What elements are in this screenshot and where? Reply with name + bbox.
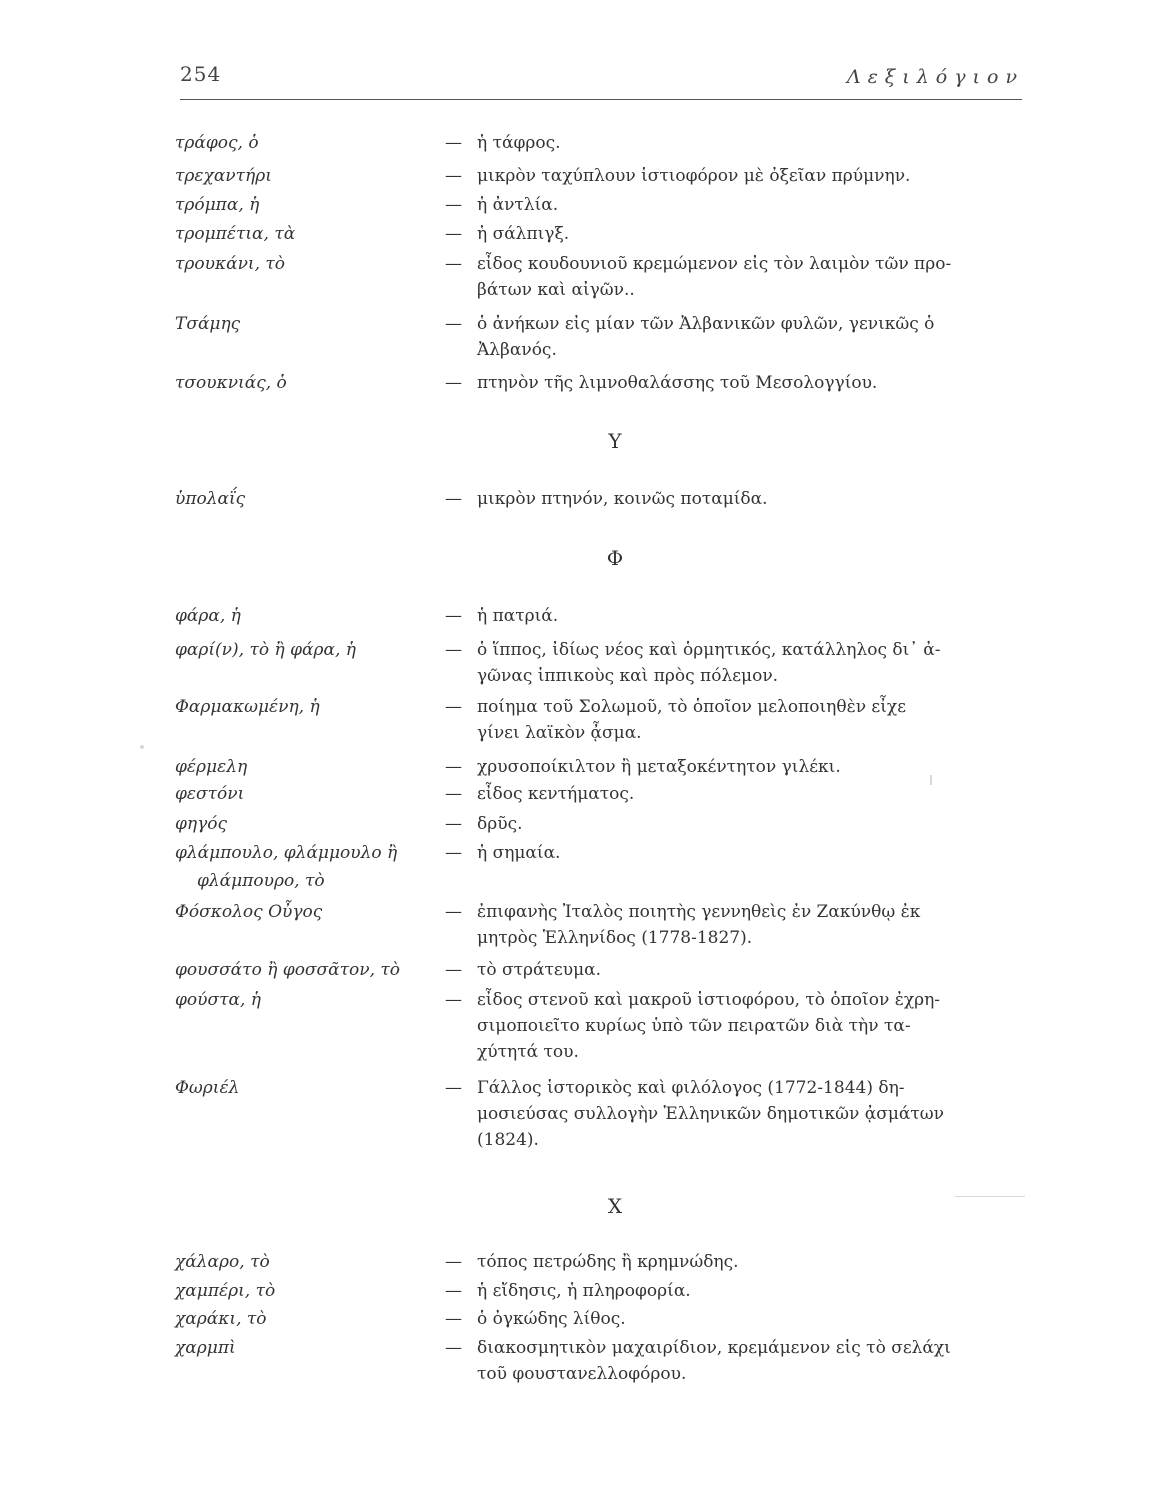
dash: — — [445, 640, 462, 660]
entry-definition — [445, 1075, 1025, 1153]
dash: — — [445, 133, 462, 153]
entry-term: τρόμπα, ἡ — [175, 195, 260, 215]
section-letter-chi: Χ — [607, 1194, 623, 1218]
definition-text: μικρὸν ταχύπλουν ἱστιοφόρον μὲ ὀξεῖαν πρύμνην. — [477, 166, 911, 186]
definition-text: ὁ ὀγκώδης λίθος. — [477, 1309, 626, 1329]
definition-continuation: χύτητά του. — [477, 1042, 579, 1062]
dash: — — [445, 843, 462, 863]
dash: — — [445, 784, 462, 804]
dash: — — [445, 606, 462, 626]
entry-definition — [445, 811, 1025, 837]
definition-continuation: Ἀλβανός. — [477, 340, 557, 360]
dash: — — [445, 254, 462, 274]
entry-term: φηγός — [175, 814, 228, 834]
entry-term: φλάμπουλο, φλάμμουλο ἢ — [175, 843, 398, 863]
entry-term: χάλαρο, τὸ — [175, 1252, 270, 1272]
entry-definition — [445, 192, 1025, 218]
entry-definition — [445, 251, 1025, 303]
entry-definition — [445, 987, 1025, 1065]
dash: — — [445, 990, 462, 1010]
entry-definition — [445, 694, 1025, 746]
entry-definition — [445, 370, 1025, 396]
scan-line — [955, 1196, 1025, 1197]
dash: — — [445, 224, 462, 244]
definition-continuation: σιμοποιεῖτο κυρίως ὑπὸ τῶν πειρατῶν διὰ τὴν τα- — [477, 1016, 911, 1036]
entry-definition — [445, 130, 1025, 156]
entry-term: Φαρμακωμένη, ἡ — [175, 697, 320, 717]
entry-term: τρομπέτια, τὰ — [175, 224, 296, 244]
definition-continuation: βάτων καὶ αἰγῶν.. — [477, 280, 635, 300]
entry-term: τράφος, ὁ — [175, 133, 259, 153]
definition-text: ἡ ἀντλία. — [477, 195, 559, 215]
entry-term: φούστα, ἡ — [175, 990, 261, 1010]
entry-definition — [445, 1278, 1025, 1304]
entry-term: τσουκνιάς, ὁ — [175, 373, 287, 393]
entry-definition — [445, 957, 1025, 983]
definition-text: τὸ στράτευμα. — [477, 960, 602, 980]
definition-text: τόπος πετρώδης ἢ κρημνώδης. — [477, 1252, 739, 1272]
definition-text: ἡ πατριά. — [477, 606, 559, 626]
entry-definition — [445, 603, 1025, 629]
entry-term: φέρμελη — [175, 757, 248, 777]
dash: — — [445, 1078, 462, 1098]
dash: — — [445, 195, 462, 215]
entry-term: Φόσκολος Οὖγος — [175, 902, 323, 922]
dash: — — [445, 1252, 462, 1272]
entry-definition — [445, 840, 1025, 866]
definition-continuation: μοσιεύσας συλλογὴν Ἑλληνικῶν δημοτικῶν ᾀσμάτων — [477, 1104, 944, 1124]
dash: — — [445, 814, 462, 834]
definition-text: ἐπιφανὴς Ἰταλὸς ποιητὴς γεννηθεὶς ἐν Ζακύνθῳ ἐκ — [477, 902, 921, 922]
dash: — — [445, 489, 462, 509]
dash: — — [445, 1338, 462, 1358]
definition-text: χρυσοποίκιλτον ἢ μεταξοκέντητον γιλέκι. — [477, 757, 841, 777]
entry-term: τρουκάνι, τὸ — [175, 254, 286, 274]
definition-text: εἶδος στενοῦ καὶ μακροῦ ἱστιοφόρου, τὸ ὁποῖον ἐχρη- — [477, 990, 941, 1010]
entry-definition — [445, 899, 1025, 951]
entry-term: Τσάμης — [175, 314, 241, 334]
definition-text: ποίημα τοῦ Σολωμοῦ, τὸ ὁποῖον μελοποιηθὲν εἶχε — [477, 697, 907, 717]
definition-text: Γάλλος ἱστορικὸς καὶ φιλόλογος (1772-1844) δη- — [477, 1078, 905, 1098]
entry-term: φαρί(ν), τὸ ἢ φάρα, ἡ — [175, 640, 356, 660]
definition-continuation: μητρὸς Ἑλληνίδος (1778-1827). — [477, 928, 753, 948]
definition-text: πτηνὸν τῆς λιμνοθαλάσσης τοῦ Μεσολογγίου. — [477, 373, 878, 393]
entry-term: φάρα, ἡ — [175, 606, 241, 626]
entry-term: Φωριέλ — [175, 1078, 240, 1098]
definition-text: διακοσμητικὸν μαχαιρίδιον, κρεμάμενον εἰς τὸ σελάχι — [477, 1338, 951, 1358]
entry-term: τρεχαντήρι — [175, 166, 272, 186]
entry-definition — [445, 221, 1025, 247]
definition-text: ἡ σημαία. — [477, 843, 561, 863]
dash: — — [445, 757, 462, 777]
dash: — — [445, 1309, 462, 1329]
definition-text: ὁ ἀνήκων εἰς μίαν τῶν Ἀλβανικῶν φυλῶν, γενικῶς ὁ — [477, 314, 935, 334]
entry-term: φουσσάτο ἢ φοσσᾶτον, τὸ — [175, 960, 401, 980]
definition-text: ἡ εἴδησις, ἡ πληροφορία. — [477, 1281, 691, 1301]
section-letter-upsilon: Υ — [608, 429, 622, 453]
entry-definition — [445, 163, 1025, 189]
header-rule — [180, 99, 1022, 100]
definition-text: ὁ ἵππος, ἰδίως νέος καὶ ὁρμητικός, κατάλληλος δι᾿ ἀ- — [477, 640, 941, 660]
scan-speck — [140, 745, 144, 749]
entry-definition — [445, 637, 1025, 689]
definition-text: ἡ σάλπιγξ. — [477, 224, 570, 244]
page-number: 254 — [180, 62, 222, 86]
dash: — — [445, 373, 462, 393]
dash: — — [445, 697, 462, 717]
definition-text: ἡ τάφρος. — [477, 133, 561, 153]
definition-continuation: γίνει λαϊκὸν ᾆσμα. — [477, 723, 642, 743]
entry-definition — [445, 311, 1025, 363]
definition-continuation: τοῦ φουστανελλοφόρου. — [477, 1364, 687, 1384]
entry-term: φεστόνι — [175, 784, 245, 804]
entry-term: χαράκι, τὸ — [175, 1309, 267, 1329]
entry-definition — [445, 1249, 1025, 1275]
definition-continuation: γῶνας ἱππικοὺς καὶ πρὸς πόλεμον. — [477, 666, 779, 686]
entry-definition — [445, 1306, 1025, 1332]
entry-definition — [445, 754, 1025, 780]
entry-term: ὑπολαΐς — [175, 489, 246, 509]
definition-text: μικρὸν πτηνόν, κοινῶς ποταμίδα. — [477, 489, 768, 509]
entry-term: χαρμπὶ — [175, 1338, 236, 1358]
definition-text: δρῦς. — [477, 814, 523, 834]
entry-definition — [445, 486, 1025, 512]
section-letter-phi: Φ — [606, 546, 624, 570]
entry-term-continuation: φλάμπουρο, τὸ — [197, 871, 325, 891]
dash: — — [445, 166, 462, 186]
entry-definition — [445, 1335, 1025, 1387]
definition-text: εἶδος κεντήματος. — [477, 784, 635, 804]
running-head: Λεξιλόγιον — [846, 66, 1024, 88]
definition-text: εἶδος κουδουνιοῦ κρεμώμενον εἰς τὸν λαιμὸν τῶν προ- — [477, 254, 952, 274]
dash: — — [445, 314, 462, 334]
dash: — — [445, 902, 462, 922]
entry-definition — [445, 781, 1025, 807]
dash: — — [445, 1281, 462, 1301]
entry-term: χαμπέρι, τὸ — [175, 1281, 276, 1301]
dash: — — [445, 960, 462, 980]
definition-continuation: (1824). — [477, 1130, 539, 1150]
